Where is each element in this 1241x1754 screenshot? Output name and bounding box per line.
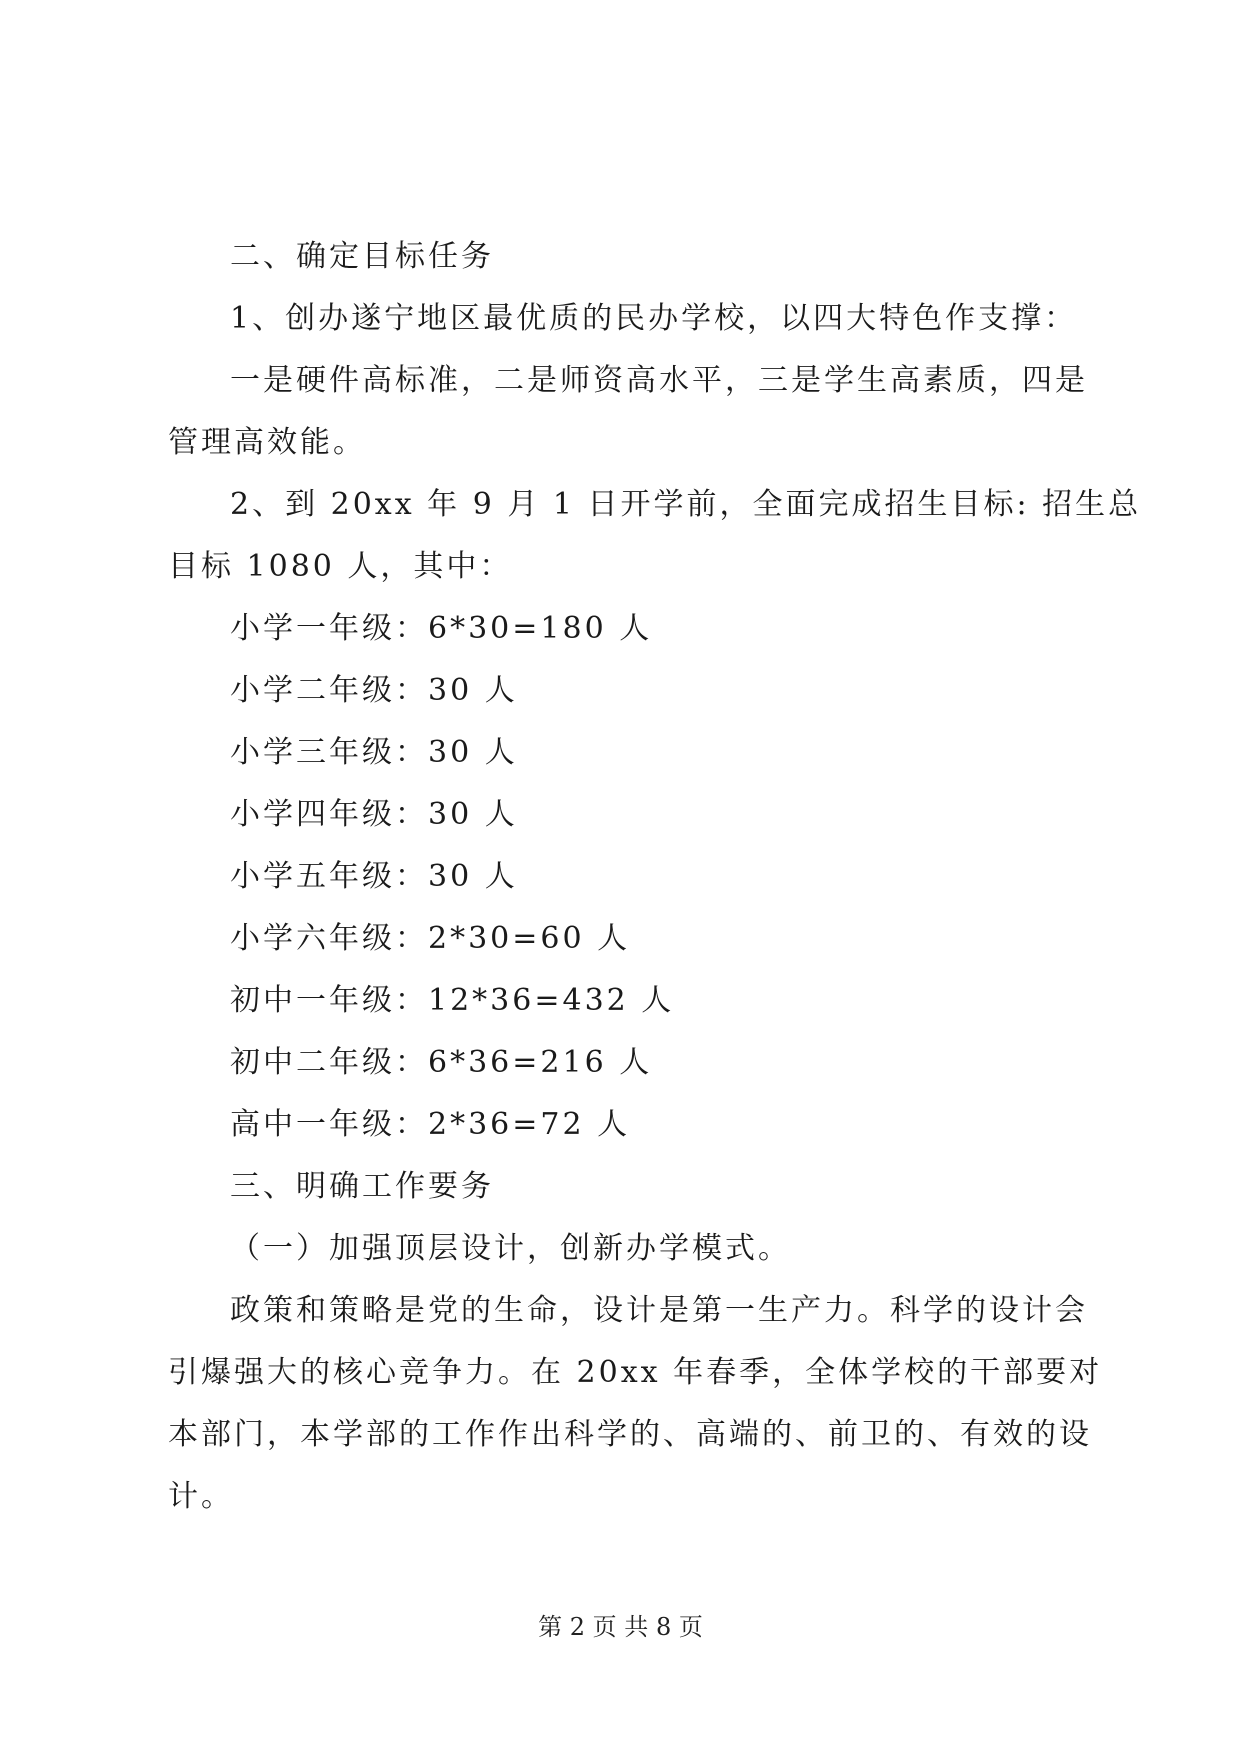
subheading: （一）加强顶层设计，创新办学模式。 <box>230 1231 791 1266</box>
enrollment-item: 小学三年级：30 人 <box>230 735 518 770</box>
enrollment-item: 小学六年级：2*30=60 人 <box>230 921 631 956</box>
heading-section-2: 二、确定目标任务 <box>230 239 494 274</box>
paragraph-line: 2、到 20xx 年 9 月 1 日开学前，全面完成招生目标: 招生总 <box>230 487 1142 522</box>
enrollment-item: 高中一年级：2*36=72 人 <box>230 1107 631 1142</box>
paragraph-line: 本部门，本学部的工作作出科学的、高端的、前卫的、有效的设 <box>168 1417 1092 1452</box>
enrollment-item: 小学五年级：30 人 <box>230 859 518 894</box>
document-body <box>168 226 1142 1528</box>
enrollment-item: 初中二年级：6*36=216 人 <box>230 1045 653 1080</box>
enrollment-item: 初中一年级：12*36=432 人 <box>230 983 675 1018</box>
paragraph-line: 目标 1080 人，其中： <box>168 549 513 584</box>
enrollment-item: 小学二年级：30 人 <box>230 673 518 708</box>
heading-section-3: 三、明确工作要务 <box>230 1169 494 1204</box>
enrollment-item: 小学四年级：30 人 <box>230 797 518 832</box>
paragraph-line: 引爆强大的核心竞争力。在 20xx 年春季，全体学校的干部要对 <box>168 1355 1103 1390</box>
page-number-footer: 第 2 页 共 8 页 <box>538 1613 703 1641</box>
paragraph-line: 计。 <box>168 1479 234 1514</box>
enrollment-item: 小学一年级：6*30=180 人 <box>230 611 653 646</box>
paragraph-line: 1、创办遂宁地区最优质的民办学校，以四大特色作支撑： <box>230 301 1078 336</box>
paragraph-line: 政策和策略是党的生命，设计是第一生产力。科学的设计会 <box>230 1293 1088 1328</box>
paragraph-line: 管理高效能。 <box>168 425 366 460</box>
paragraph-line: 一是硬件高标准，二是师资高水平，三是学生高素质，四是 <box>230 363 1088 398</box>
